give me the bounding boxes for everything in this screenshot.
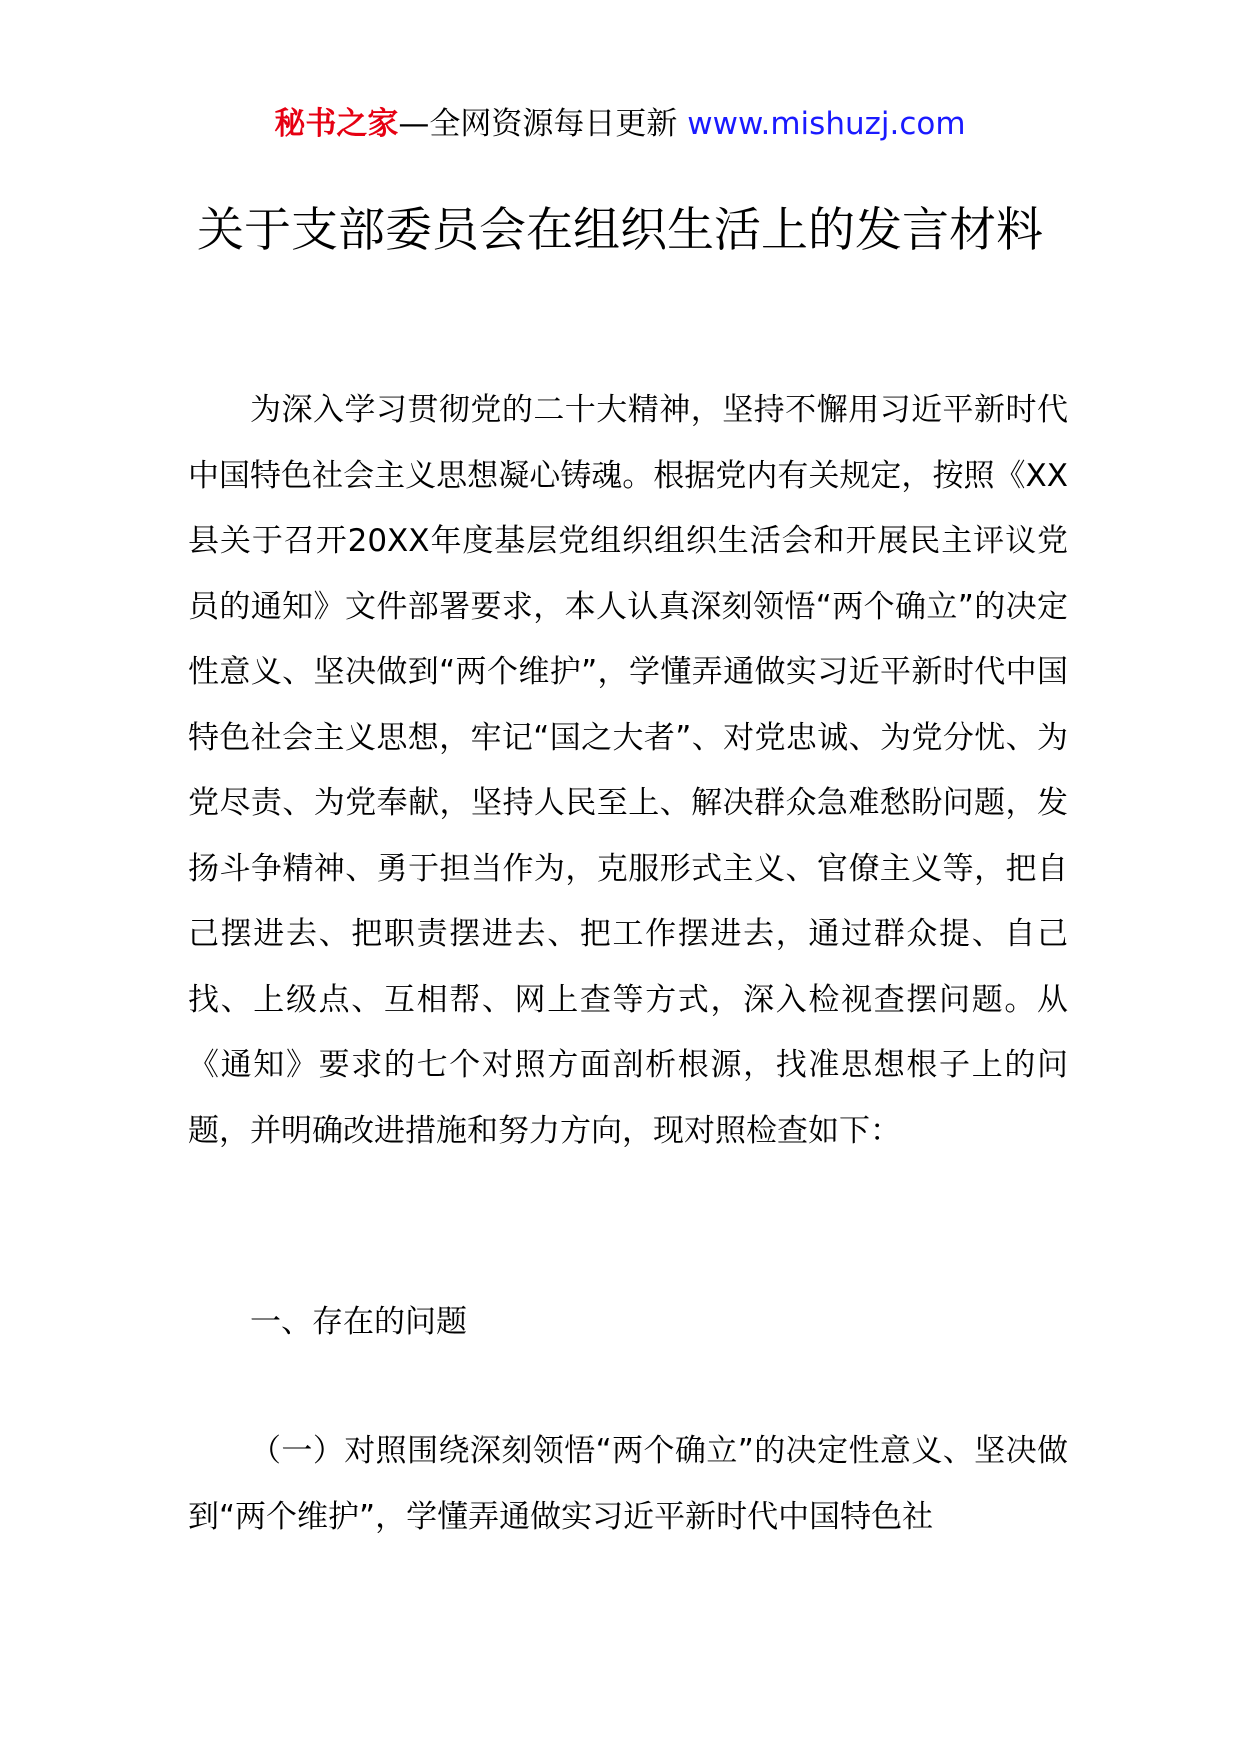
header-dash: — [398, 106, 430, 142]
site-brand: 秘书之家 [274, 106, 399, 142]
section-heading: 一、存在的问题 [250, 1304, 467, 1340]
document-title: 关于支部委员会在组织生活上的发言材料 [197, 203, 1043, 258]
site-url: www.mishuzj.com [687, 106, 966, 142]
site-slogan: 全网资源每日更新 [429, 106, 678, 142]
sub-paragraph: （一）对照围绕深刻领悟“两个确立”的决定性意义、坚决做到“两个维护”，学懂弄通做实习近平新时代中国特色社 [188, 1433, 1068, 1535]
intro-paragraph: 为深入学习贯彻党的二十大精神，坚持不懈用习近平新时代中国特色社会主义思想凝心铸魂。根据党内有关规定，按照《XX县关于召开20XX年度基层党组织组织生活会和开展民主评议党员的通知》文件部署要求，本人认真深刻领悟“两个确立”的决定性意义、坚决做到“两个维护”，学懂弄通做实习近平新时代中国特色社会主义思想，牢记“国之大者”、对党忠诚、为党分忧、为党尽责、为党奉献，坚持人民至上、解决群众急难愁盼问题，发扬斗争精神、勇于担当作为，克服形式主义、官僚主义等，把自己摆进去、把职责摆进去、把工作摆进去，通过群众提、自己找、上级点、互相帮、网上查等方式，深入检视查摆问题。从《通知》要求的七个对照方面剖析根源，找准思想根子上的问题，并明确改进措施和努力方向，现对照检查如下： [188, 392, 1068, 1149]
site-header [0, 100, 1240, 148]
